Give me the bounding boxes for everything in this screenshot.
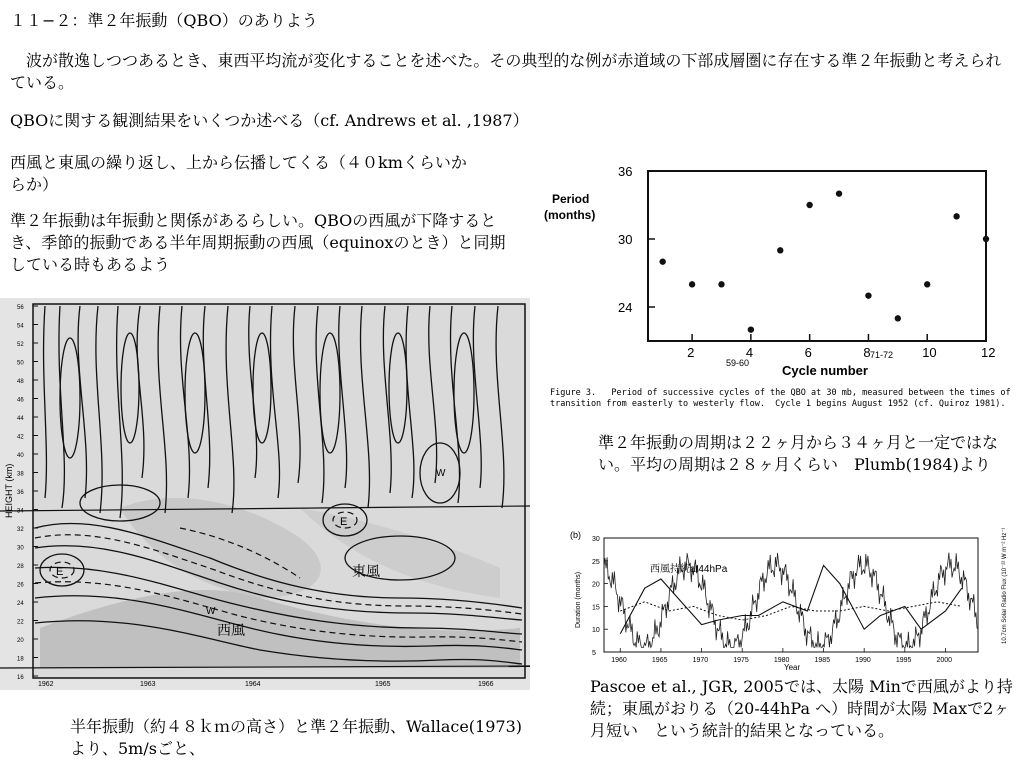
period-tick-label: 36 [618,164,633,179]
bullet-annual-relation: 準２年振動は年振動と関係があるらしい。QBOの西風が下降するとき、季節的振動である半年周期振動の西風（equinoxのとき）と同期している時もあるよう [10,211,506,274]
year-tick-label: 1962 [38,681,54,688]
slide-title: １１−２：準２年振動（QBO）のありよう [10,11,318,30]
label-west-jp: 西風 [217,622,245,638]
period-point [865,292,871,298]
height-axis-label: HEIGHT (km) [4,463,14,518]
height-tick-label: 20 [17,638,24,644]
annotation-59-60: 59-60 [726,358,750,368]
intro-paragraph: 波が散逸しつつあるとき、東西平均流が変化することを述べた。その典型的な例が赤道域の下部成層圏に存在する準２年振動と考えられている。 [10,51,1002,92]
height-tick-label: 46 [17,397,24,404]
cycle-tick-label: 6 [804,345,812,360]
period-tick-label: 24 [618,300,633,315]
height-tick-label: 18 [17,656,24,663]
annotation-71-72: 71-72 [870,350,894,360]
height-time-section-figure [0,298,530,690]
duration-axis-label: Duration (months) [575,571,582,628]
cycle-tick-label: 2 [687,345,695,360]
period-point [924,281,930,287]
duration-tick-label: 30 [592,536,600,543]
subtitle: QBOに関する観測結果をいくつか述べる（cf. Andrews et al. ,1987） [10,111,529,130]
period-point [718,281,724,287]
solar-flux-axis-label: 10.7cm Solar Radio Flux (10⁻²² W m⁻² Hz⁻¹) [1002,528,1008,644]
duration-tick-label: 5 [592,650,596,657]
height-tick-label: 42 [17,434,24,441]
height-tick-label: 56 [17,305,24,311]
height-tick-label: 54 [17,323,24,330]
qbo-period-scatter [540,155,1024,385]
pascoe-caption: Pascoe et al., JGR, 2005では、太陽 Minで西風がより持続；東風がおりる（20-44hPa へ）時間が太陽 Maxで2ヶ月短い という統計的結果となっている。 [590,677,1013,740]
height-time-section-plot [0,298,530,690]
duration-tick-label: 15 [592,604,600,612]
period-point [983,236,989,242]
label-W-1: W [436,468,446,479]
period-point [689,281,695,287]
westerly-duration-plot [566,528,1018,672]
period-point [895,315,901,321]
duration-tick-label: 20 [592,581,600,589]
year-tick-label: 1965 [651,657,668,664]
period-axis-label-1: Period [552,192,590,206]
height-tick-label: 30 [17,545,24,552]
period-point [748,326,754,332]
year-tick-label: 1964 [245,681,261,688]
year-tick-label: 1980 [773,657,790,664]
year-tick-label: 1985 [814,657,831,664]
duration-tick-label: 25 [592,558,600,566]
year-axis-label: Year [784,663,801,672]
year-tick-label: 1965 [375,681,391,688]
bullet-propagation: 西風と東風の繰り返し、上から伝播してくる（４０kmくらいからか） [10,153,467,194]
figure3-caption: Figure 3. Period of successive cycles of the QBO at 30 mb, measured between the times of transition from easterly to westerly flow. Cycle 1 begins August 1952 (cf. Quiroz 1981). [550,388,1016,409]
height-tick-label: 44 [17,416,24,422]
height-tick-label: 34 [17,508,24,515]
period-axis-label-2: (months) [544,208,596,222]
height-tick-label: 16 [17,675,24,681]
period-caption: 準２年振動の周期は２２ヶ月から３４ヶ月と一定ではない。平均の周期は２８ヶ月くらい Plumb(1984)より [598,433,999,474]
height-tick-label: 38 [17,471,24,478]
period-point [953,213,959,219]
year-tick-label: 1960 [611,657,627,664]
cycle-tick-label: 8 [863,345,871,360]
period-tick-label: 30 [618,232,633,247]
cycle-number-axis-label: Cycle number [782,363,868,378]
height-tick-label: 26 [17,582,24,589]
height-tick-label: 22 [17,619,24,626]
height-tick-label: 50 [17,360,24,367]
duration-series-solid [620,565,961,633]
height-tick-label: 36 [17,490,24,496]
wallace-caption: 半年振動（約４８ｋｍの高さ）と準２年振動、Wallace(1973)より、5m/sごと、 [70,717,523,758]
period-point [777,247,783,253]
height-tick-label: 24 [17,601,24,607]
westerly-annotation: 西風持続at44hPa [650,564,728,575]
westerly-duration-chart [566,528,1018,672]
period-point [836,190,842,196]
year-tick-label: 1963 [140,681,156,688]
year-tick-label: 1990 [855,657,871,664]
label-E-2: E [340,516,348,528]
year-tick-label: 1970 [692,657,709,664]
year-tick-label: 1995 [895,657,912,664]
height-tick-label: 40 [17,453,24,459]
height-tick-label: 28 [17,564,24,570]
period-point [659,258,665,264]
qbo-period-chart [540,155,1024,385]
year-tick-label: 1975 [733,657,749,664]
duration-tick-label: 10 [592,627,600,635]
height-tick-label: 52 [17,342,24,348]
cycle-tick-label: 4 [745,345,754,360]
label-east-jp: 東風 [352,563,380,579]
period-point [806,202,812,208]
cycle-tick-label: 12 [981,345,996,360]
year-tick-label: 2000 [936,657,953,664]
height-tick-label: 32 [17,527,24,533]
label-E-1: E [56,566,64,578]
label-W-2: W [206,606,216,617]
height-tick-label: 48 [17,379,24,385]
year-tick-label: 1966 [478,681,494,688]
cycle-tick-label: 10 [922,345,937,360]
panel-label: (b) [570,530,581,540]
